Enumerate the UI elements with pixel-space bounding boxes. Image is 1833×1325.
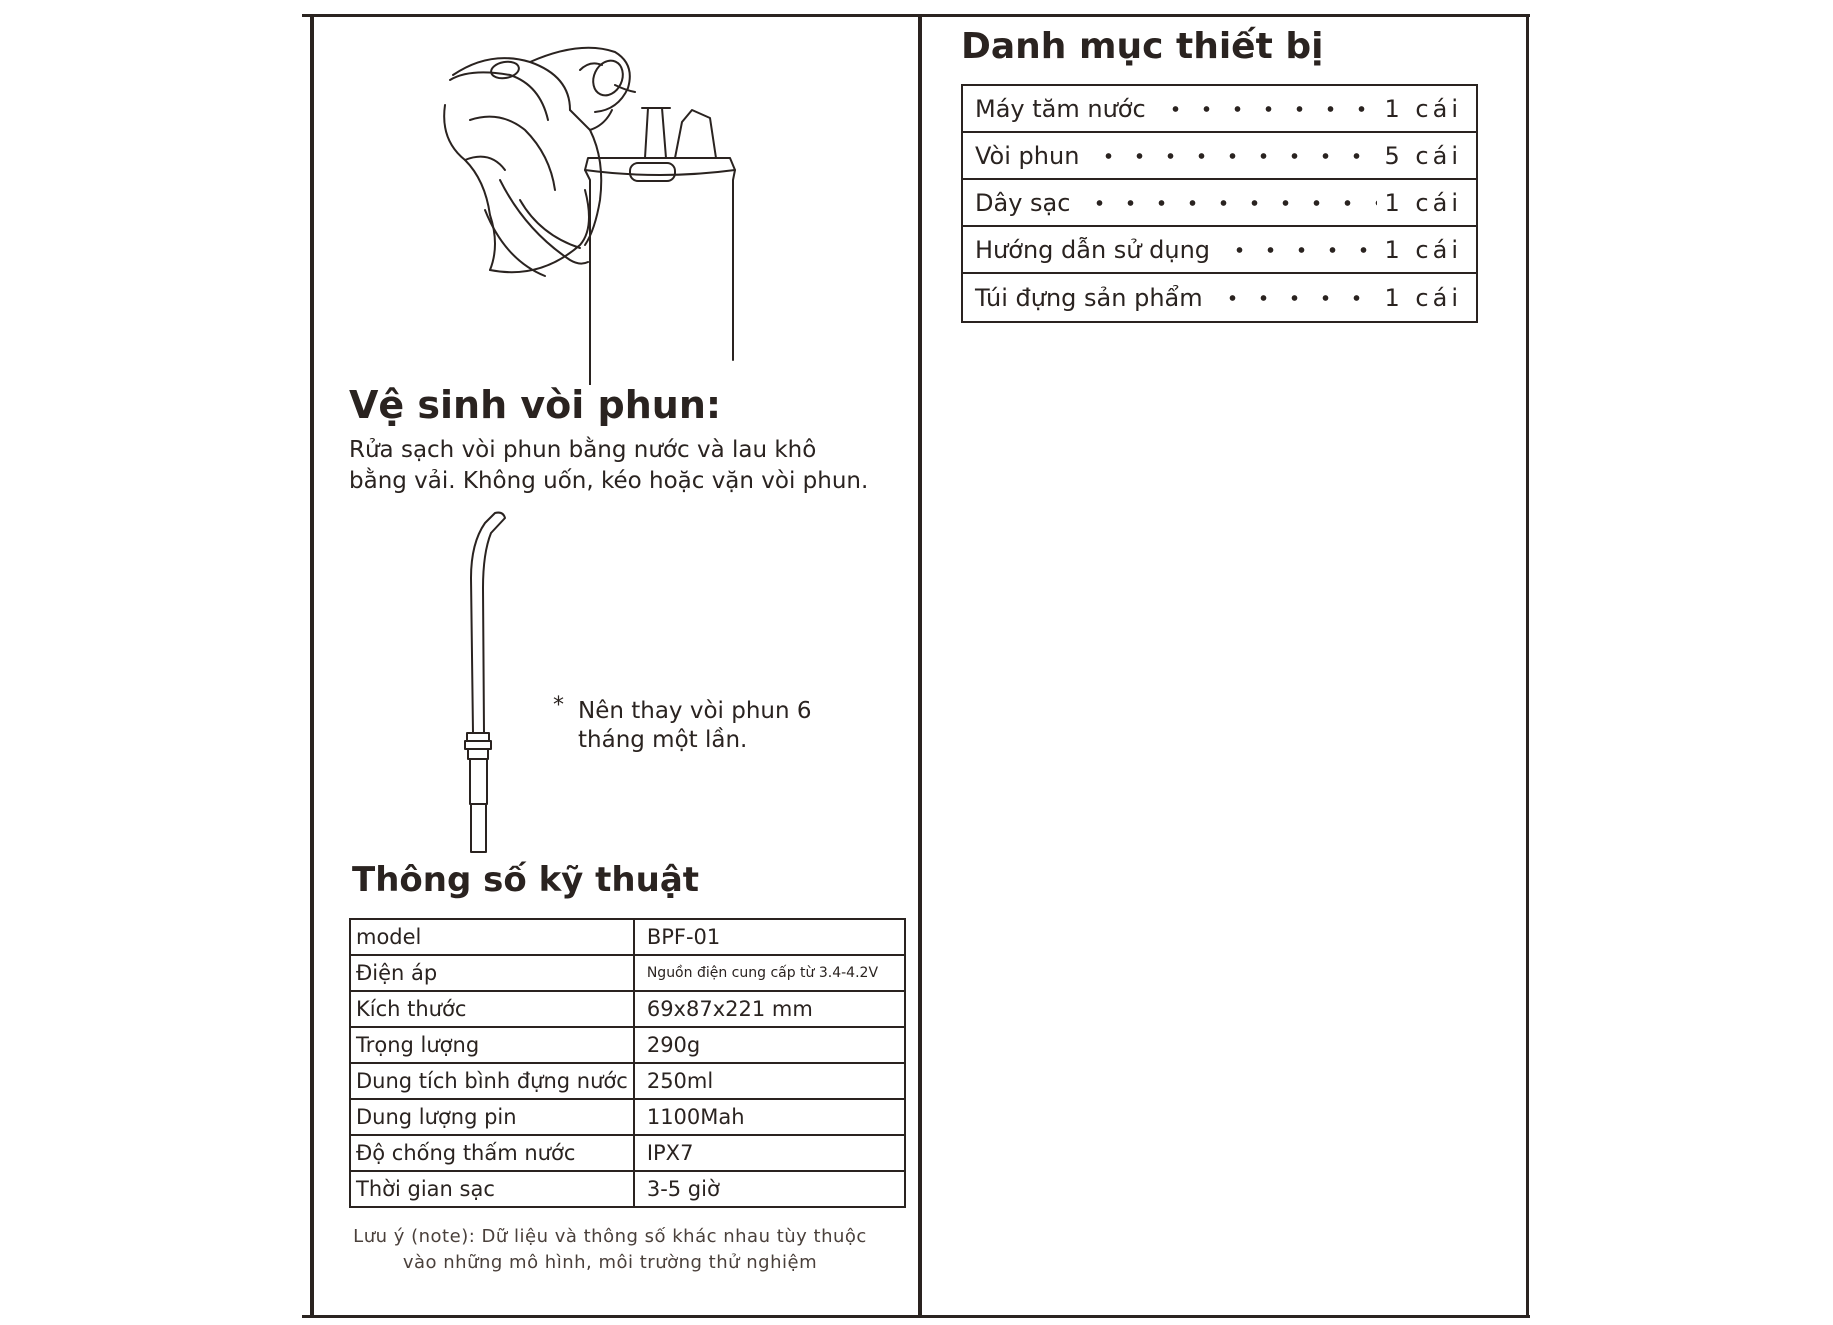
- table-row: [350, 955, 905, 991]
- spec-label: Thời gian sạc: [350, 1171, 634, 1207]
- tip-asterisk: *: [553, 693, 564, 718]
- table-row: [350, 1027, 905, 1063]
- table-row: [350, 1135, 905, 1171]
- table-row: [350, 1099, 905, 1135]
- device-qty: 1 cái: [1384, 188, 1462, 217]
- spec-value: 290g: [634, 1027, 905, 1063]
- dot-leader: [1217, 295, 1377, 301]
- dot-leader: [1160, 106, 1377, 112]
- cleaning-title: Vệ sinh vòi phun:: [349, 383, 722, 427]
- frame-top-border: [302, 14, 1530, 17]
- device-list: [961, 84, 1478, 323]
- table-row: [350, 1063, 905, 1099]
- spec-label: Điện áp: [350, 955, 634, 991]
- list-item: [963, 180, 1476, 227]
- table-row: [350, 991, 905, 1027]
- device-qty: 1 cái: [1384, 235, 1462, 264]
- spec-label: model: [350, 919, 634, 955]
- list-item: [963, 227, 1476, 274]
- device-name: Túi đựng sản phẩm: [975, 283, 1203, 312]
- device-qty: 5 cái: [1384, 141, 1462, 170]
- table-row: [350, 1171, 905, 1207]
- device-name: Dây sạc: [975, 188, 1071, 217]
- spec-value: 1100Mah: [634, 1099, 905, 1135]
- dot-leader: [1084, 200, 1376, 206]
- frame-right-border: [1526, 14, 1529, 1318]
- nozzle-replacement-tip: [553, 693, 838, 755]
- hand-wiping-device-illustration: [430, 30, 750, 385]
- spec-value: BPF-01: [634, 919, 905, 955]
- device-name: Hướng dẫn sử dụng: [975, 235, 1211, 264]
- list-item: [963, 133, 1476, 180]
- spec-label: Độ chống thấm nước: [350, 1135, 634, 1171]
- list-item: [963, 274, 1476, 321]
- frame-left-border: [310, 14, 314, 1318]
- specs-table: [349, 918, 906, 1208]
- device-name: Máy tăm nước: [975, 94, 1146, 123]
- spec-value: 3-5 giờ: [634, 1171, 905, 1207]
- specs-note: Lưu ý (note): Dữ liệu và thông số khác nhau tùy thuộc vào những mô hình, môi trường thử nghiệm: [353, 1226, 867, 1273]
- table-row: [350, 919, 905, 955]
- tip-text: Nên thay vòi phun 6 tháng một lần.: [578, 698, 812, 753]
- spec-value: 69x87x221 mm: [634, 991, 905, 1027]
- device-name: Vòi phun: [975, 141, 1080, 170]
- spec-label: Trọng lượng: [350, 1027, 634, 1063]
- frame-bottom-border: [302, 1315, 1530, 1318]
- dot-leader: [1093, 153, 1376, 159]
- column-divider: [918, 14, 922, 1318]
- specs-title: Thông số kỹ thuật: [352, 860, 700, 900]
- dot-leader: [1224, 247, 1377, 253]
- nozzle-illustration: [455, 508, 515, 853]
- device-qty: 1 cái: [1384, 94, 1462, 123]
- spec-label: Dung lượng pin: [350, 1099, 634, 1135]
- spec-value: 250ml: [634, 1063, 905, 1099]
- spec-label: Dung tích bình đựng nước: [350, 1063, 634, 1099]
- spec-value: IPX7: [634, 1135, 905, 1171]
- device-qty: 1 cái: [1384, 283, 1462, 312]
- list-item: [963, 86, 1476, 133]
- spec-label: Kích thước: [350, 991, 634, 1027]
- devices-title: Danh mục thiết bị: [961, 26, 1324, 67]
- cleaning-instructions: Rửa sạch vòi phun bằng nước và lau khô bằng vải. Không uốn, kéo hoặc vặn vòi phun.: [349, 437, 869, 494]
- spec-value: Nguồn điện cung cấp từ 3.4-4.2V: [634, 955, 905, 991]
